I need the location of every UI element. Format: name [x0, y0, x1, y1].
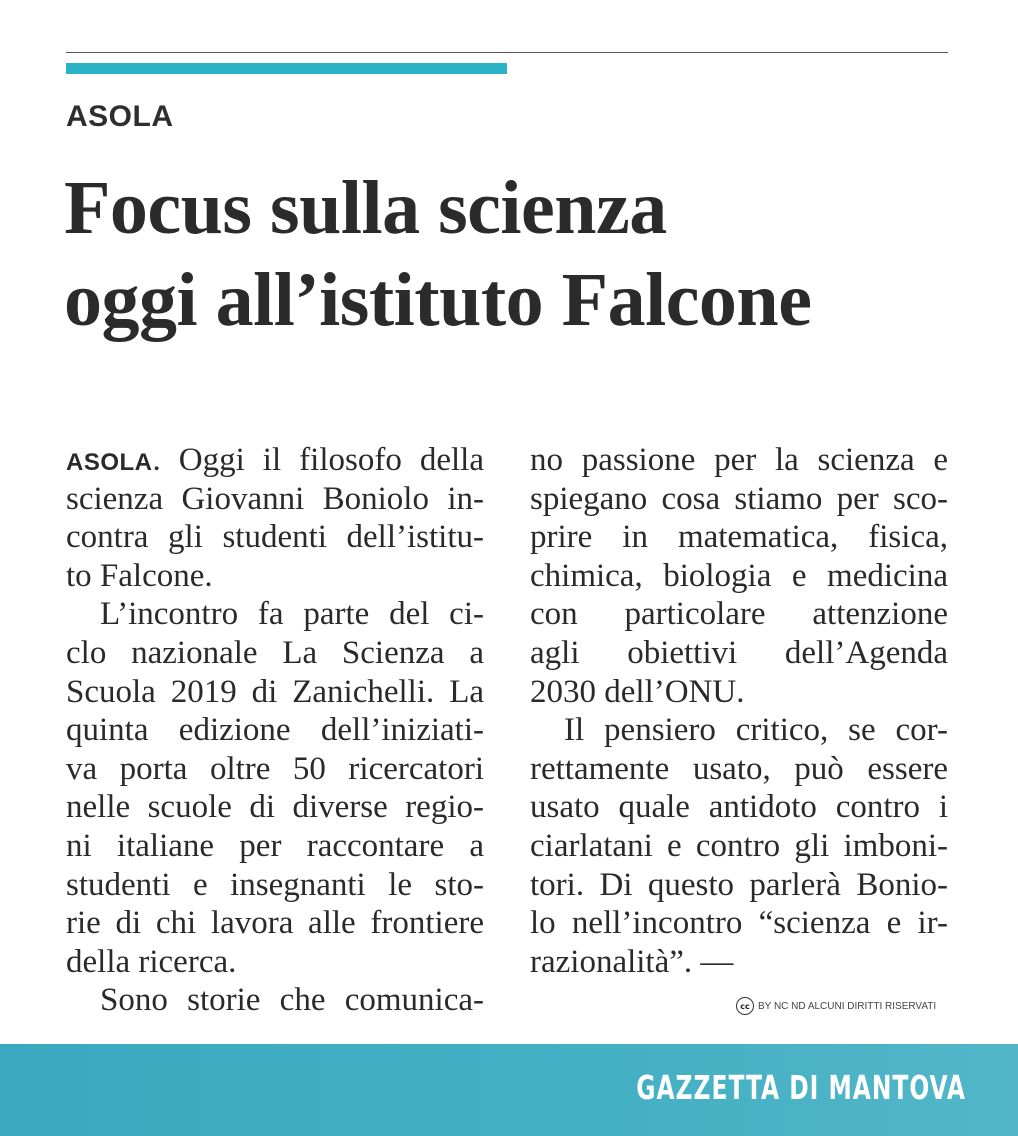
article-column-1	[66, 441, 484, 1020]
section-kicker: ASOLA	[66, 100, 174, 133]
body-line: contra gli studenti dell’istitu-	[66, 519, 484, 556]
body-line: quinta edizione dell’iniziati-	[66, 712, 484, 749]
body-line: ciarlatani e contro gli imboni-	[530, 827, 948, 864]
article-column-2	[530, 441, 948, 981]
body-line: Scuola 2019 di Zanichelli. La	[66, 673, 484, 710]
headline-line: Focus sulla scienza	[64, 166, 667, 250]
body-line: rettamente usato, può essere	[530, 750, 948, 787]
headline-line: oggi all’istituto Falcone	[64, 258, 812, 342]
body-line: studenti e insegnanti le sto-	[66, 866, 484, 903]
license-text: BY NC ND ALCUNI DIRITTI RISERVATI	[758, 1000, 937, 1012]
body-line: ASOLA. Oggi il filosofo della	[66, 442, 484, 478]
body-line: va porta oltre 50 ricercatori	[66, 750, 484, 787]
body-line: scienza Giovanni Boniolo in-	[66, 480, 484, 517]
body-line: della ricerca.	[66, 943, 237, 980]
body-line: no passione per la scienza e	[530, 442, 948, 478]
body-line: Il pensiero critico, se cor-	[564, 712, 948, 749]
body-line: L’incontro fa parte del ci-	[100, 596, 484, 633]
body-line: spiegano cosa stiamo per sco-	[530, 480, 948, 517]
body-line: rie di chi lavora alle frontiere	[66, 905, 484, 942]
newspaper-masthead: GAZZETTA DI MANTOVA	[636, 1070, 966, 1108]
body-line: chimica, biologia e medicina	[530, 557, 948, 594]
headline	[64, 162, 964, 346]
body-line: 2030 dell’ONU.	[530, 673, 745, 710]
body-line: razionalità”. —	[530, 943, 734, 980]
body-line: to Falcone.	[66, 557, 213, 594]
body-line: tori. Di questo parlerà Bonio-	[530, 866, 948, 903]
top-rule	[66, 52, 948, 53]
body-line: agli obiettivi dell’Agenda	[530, 634, 948, 671]
accent-bar	[66, 63, 507, 74]
body-line: nelle scuole di diverse regio-	[66, 789, 484, 826]
body-line: usato quale antidoto contro i	[530, 789, 948, 826]
dateline: ASOLA	[66, 449, 153, 476]
body-line: clo nazionale La Scienza a	[66, 634, 484, 671]
creative-commons-icon: cc	[736, 997, 754, 1015]
body-line: con particolare attenzione	[530, 596, 948, 633]
body-line: Sono storie che comunica-	[100, 982, 484, 1019]
body-line: lo nell’incontro “scienza e ir-	[530, 905, 948, 942]
footer-band	[0, 1044, 1018, 1136]
license-notice	[736, 996, 948, 1016]
body-line: prire in matematica, fisica,	[530, 519, 948, 556]
body-line: ni italiane per raccontare a	[66, 827, 484, 864]
